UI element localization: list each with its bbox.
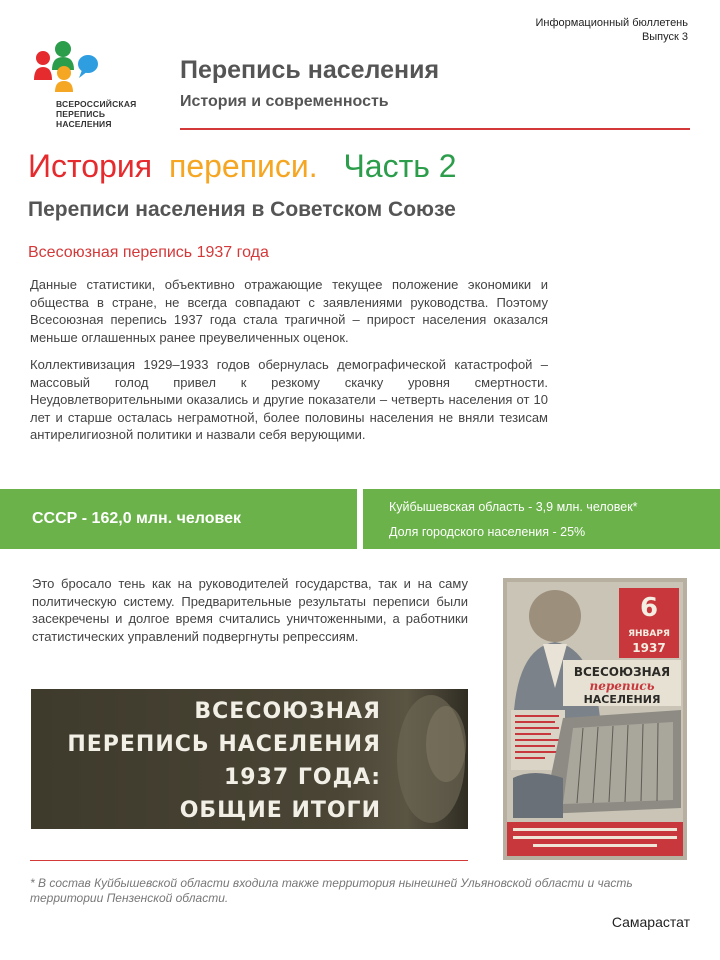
film-title-image — [31, 689, 468, 829]
bulletin-label: Информационный бюллетень — [535, 17, 688, 29]
logo-bubble-blue — [78, 55, 98, 73]
census-1937-title: Всесоюзная перепись 1937 года — [28, 244, 269, 261]
header-divider — [180, 128, 690, 130]
film-line-4: ОБЩИЕ ИТОГИ — [179, 798, 381, 823]
urban-share: Доля городского населения - 25% — [389, 525, 586, 539]
header-title: Перепись населения — [180, 56, 440, 84]
poster-line-3: НАСЕЛЕНИЯ — [583, 693, 661, 706]
poster-line-2: перепись — [589, 679, 655, 693]
logo-body-red — [34, 67, 52, 80]
paragraph-2: Коллективизация 1929–1933 годов обернулась демографической катастрофой – массовый голод привел к резкому скачку уровня смертности. Неудовлетворительными оказались и другие показатели – четверть населения от 10 лет и старше осталась неграмотной, более половины населения не вняли тезисам антирелигиозной политики и назвали себя верующими. — [30, 357, 548, 442]
issue-number: Выпуск 3 — [641, 31, 688, 43]
main-title-part-2: переписи. — [168, 148, 318, 184]
poster-year: 1937 — [632, 641, 666, 655]
main-title-part-3: Часть 2 — [343, 148, 457, 184]
logo-line-2: ПЕРЕПИСЬ — [56, 109, 106, 119]
logo-text — [56, 99, 136, 129]
paragraph-1: Данные статистики, объективно отражающие текущее положение экономики и общества в стране, не всегда совпадают с заявлениями руководства. Поэтому Всесоюзная перепись 1937 года стала трагичной – прирост населения оказался меньше оглашенных ранее преувеличенных оценок. — [30, 277, 548, 345]
logo-body-orange — [55, 81, 73, 92]
main-title-part-1: История — [28, 148, 153, 184]
paragraph-3: Это бросало тень как на руководителей государства, так и на саму политическую систему. Предварительные результаты переписи были засекречены и долгое время считались уничтоженными, а работники статистических управлений подвергнуты репрессиям. — [32, 576, 468, 644]
logo-head-orange — [57, 66, 71, 80]
logo-bubble-tail — [79, 70, 88, 78]
header-subtitle: История и современность — [180, 93, 389, 110]
logo-line-3: НАСЕЛЕНИЯ — [56, 119, 112, 129]
logo-head-green — [55, 41, 71, 57]
logo-line-1: ВСЕРОССИЙСКАЯ — [56, 99, 137, 109]
film-line-2: ПЕРЕПИСЬ НАСЕЛЕНИЯ — [67, 732, 381, 757]
bulletin-info — [535, 16, 688, 44]
poster-day: 6 — [639, 593, 659, 623]
main-title — [28, 148, 457, 185]
bottom-divider — [30, 860, 468, 861]
census-poster-image — [503, 578, 687, 860]
stats-band-right — [363, 489, 720, 549]
brand-name: Самарастат — [611, 914, 690, 930]
poster-month: ЯНВАРЯ — [628, 629, 670, 639]
poster-line-1: ВСЕСОЮЗНАЯ — [573, 665, 671, 679]
logo-head-red — [36, 51, 50, 65]
film-line-1: ВСЕСОЮЗНАЯ — [194, 699, 381, 724]
film-caption — [51, 689, 381, 827]
footnote: * В состав Куйбышевской области входила также территория нынешней Ульяновской области и часть территории Пензенской области. — [30, 876, 633, 905]
section-subtitle: Переписи населения в Советском Союзе — [28, 198, 456, 221]
ussr-population: СССР - 162,0 млн. человек — [32, 510, 242, 527]
film-line-3: 1937 ГОДА: — [223, 765, 381, 790]
kuibyshev-population: Куйбышевская область - 3,9 млн. человек* — [389, 500, 638, 514]
